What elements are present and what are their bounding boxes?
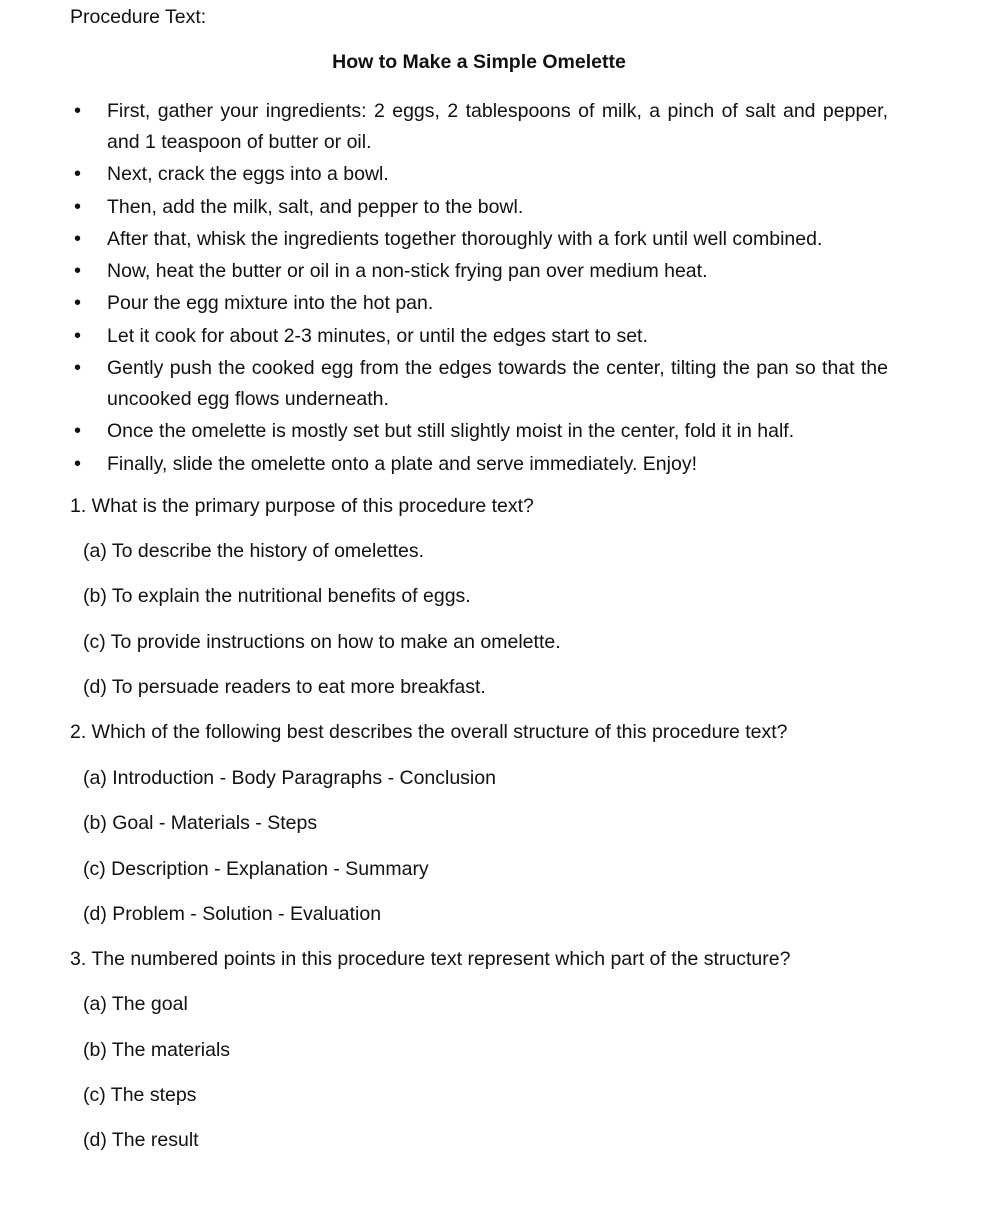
document-title: How to Make a Simple Omelette <box>332 51 626 73</box>
step-text: Then, add the milk, salt, and pepper to the bowl. <box>107 195 524 218</box>
bullet-icon: • <box>74 227 82 250</box>
bullet-icon: • <box>74 260 82 283</box>
step-text: Let it cook for about 2-3 minutes, or until the edges start to set. <box>107 324 648 347</box>
bullet-icon: • <box>74 357 82 380</box>
step-text: After that, whisk the ingredients together thoroughly with a fork until well combined. <box>107 227 823 250</box>
step-text: Next, crack the eggs into a bowl. <box>107 163 389 186</box>
question-2: 2. Which of the following best describes the overall structure of this procedure text? <box>70 721 788 743</box>
step-item <box>70 288 888 319</box>
bullet-icon: • <box>74 195 82 218</box>
question-1-option-d: (d) To persuade readers to eat more breakfast. <box>83 676 486 698</box>
step-text: Finally, slide the omelette onto a plate and serve immediately. Enjoy! <box>107 452 697 475</box>
step-item <box>70 321 888 352</box>
question-3-option-c: (c) The steps <box>83 1084 197 1106</box>
step-item <box>70 449 888 480</box>
step-text: First, gather your ingredients: 2 eggs, 2 tablespoons of milk, a pinch of salt and pepper, and 1 teaspoon of butter or oil. <box>107 100 888 153</box>
step-item <box>70 416 888 447</box>
question-3: 3. The numbered points in this procedure text represent which part of the structure? <box>70 948 791 970</box>
question-2-option-a: (a) Introduction - Body Paragraphs - Conclusion <box>83 767 496 789</box>
bullet-icon: • <box>74 324 82 347</box>
step-item <box>70 353 888 415</box>
step-item <box>70 224 888 255</box>
question-1-option-b: (b) To explain the nutritional benefits of eggs. <box>83 585 471 607</box>
step-text: Gently push the cooked egg from the edges towards the center, tilting the pan so that the uncooked egg flows underneath. <box>107 357 888 411</box>
question-1-option-a: (a) To describe the history of omelettes. <box>83 540 425 562</box>
step-text: Once the omelette is mostly set but still slightly moist in the center, fold it in half. <box>107 420 795 443</box>
bullet-icon: • <box>74 100 82 122</box>
question-3-option-b: (b) The materials <box>83 1039 231 1061</box>
question-2-option-b: (b) Goal - Materials - Steps <box>83 812 318 834</box>
question-2-option-d: (d) Problem - Solution - Evaluation <box>83 903 382 925</box>
question-3-option-d: (d) The result <box>83 1129 199 1151</box>
step-item <box>70 256 888 287</box>
bullet-icon: • <box>74 163 82 186</box>
question-1-option-c: (c) To provide instructions on how to make an omelette. <box>83 631 561 653</box>
bullet-icon: • <box>74 292 82 315</box>
question-1: 1. What is the primary purpose of this procedure text? <box>70 495 534 517</box>
step-item <box>70 192 888 223</box>
question-2-option-c: (c) Description - Explanation - Summary <box>83 858 429 880</box>
step-item <box>70 159 888 190</box>
steps-list <box>70 96 888 481</box>
bullet-icon: • <box>74 452 82 475</box>
question-3-option-a: (a) The goal <box>83 993 188 1015</box>
procedure-label: Procedure Text: <box>70 6 207 28</box>
step-item <box>70 96 888 158</box>
bullet-icon: • <box>74 420 82 443</box>
step-text: Now, heat the butter or oil in a non-stick frying pan over medium heat. <box>107 260 708 283</box>
step-text: Pour the egg mixture into the hot pan. <box>107 292 434 315</box>
